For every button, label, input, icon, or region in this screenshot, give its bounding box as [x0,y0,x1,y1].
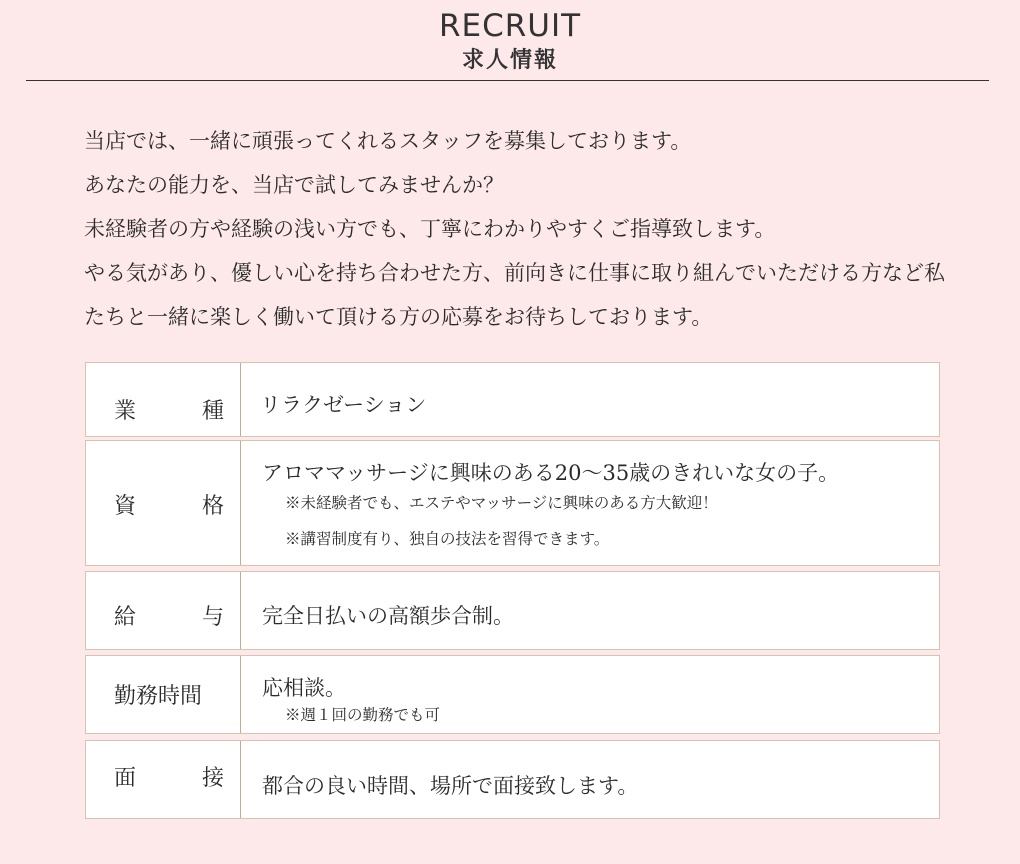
intro-line: たちと一緒に楽しく働いて頂ける方の応募をお待ちしております。 [84,305,713,329]
intro-line: あなたの能力を、当店で試してみませんか？ [84,173,504,197]
table-row-qualification [85,440,940,566]
row-value-text: 都合の良い時間、場所で面接致します。 [262,774,639,798]
table-row-job-type [85,362,940,437]
row-label-hours [86,656,241,733]
row-label-interview [86,741,241,818]
row-label-job-type [86,363,241,436]
row-note-text: ※週１回の勤務でも可 [285,706,441,724]
row-label-text: 資 格 [114,494,225,519]
row-note-text: ※未経験者でも、エステやマッサージに興味のある方大歓迎！ [285,494,718,512]
intro-line: 当店では、一緒に頑張ってくれるスタッフを募集しております。 [84,129,692,153]
row-label-qualification [86,441,241,565]
intro-text [84,119,964,339]
row-value-text: 完全日払いの高額歩合制。 [262,604,514,628]
page-title: RECRUIT [438,8,582,44]
intro-line: 未経験者の方や経験の浅い方でも、丁寧にわかりやすくご指導致します。 [84,217,776,241]
table-row-interview [85,740,940,819]
row-label-salary [86,572,241,649]
table-row-hours [85,655,940,734]
row-value-text: 応相談。 [262,676,346,700]
row-note-text: ※講習制度有り、独自の技法を習得できます。 [285,530,610,548]
table-row-salary [85,571,940,650]
row-label-text: 業 種 [114,399,225,424]
row-label-text: 給 与 [114,605,225,630]
row-value-text: アロママッサージに興味のある20～35歳のきれいな女の子。 [262,461,840,485]
header-divider [26,80,989,81]
intro-line: やる気があり、優しい心を持ち合わせた方、前向きに仕事に取り組んでいただける方など私 [84,261,945,285]
row-label-text: 勤務時間 [114,684,203,709]
row-label-text: 面 接 [114,766,225,791]
row-value-text: リラクゼーション [260,393,427,417]
page-subtitle: 求人情報 [461,48,558,73]
